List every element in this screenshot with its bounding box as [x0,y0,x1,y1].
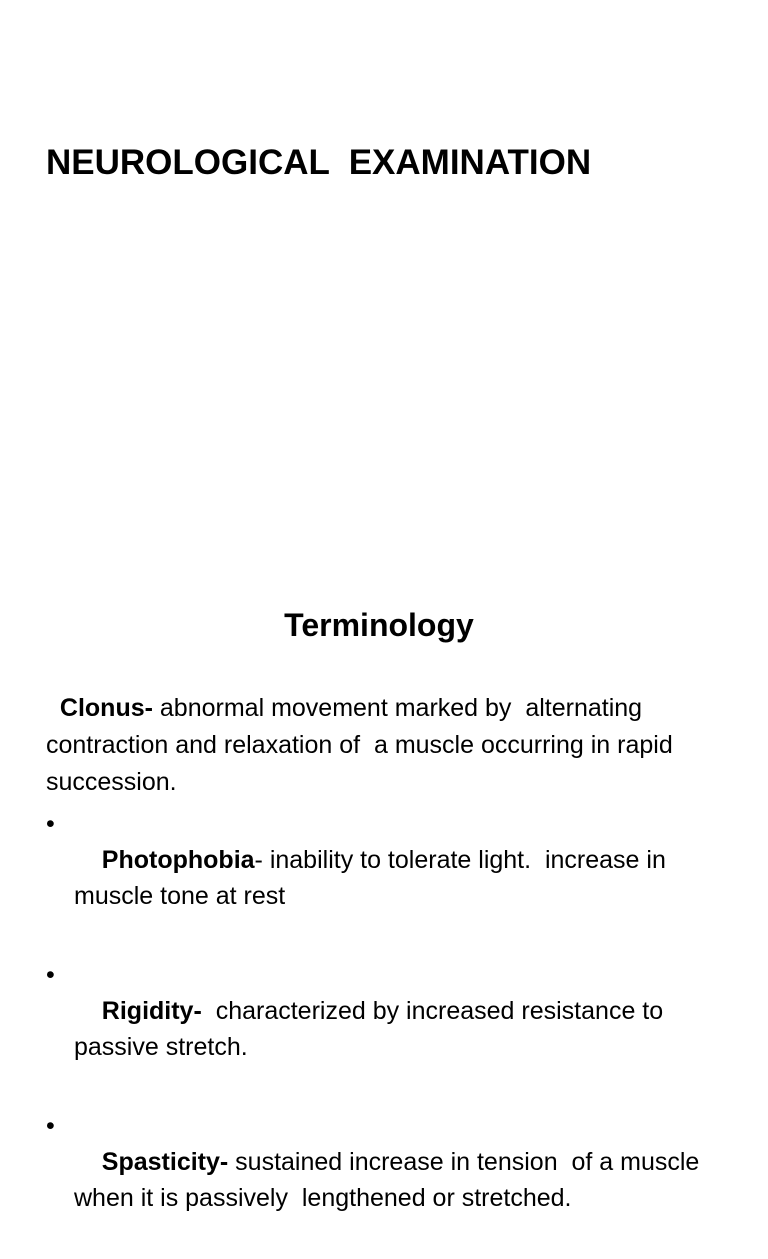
list-item-photophobia [46,806,736,950]
spasticity-text: sustained increase in tension of a muscle when it is passively lengthened or stretched. [74,1148,707,1212]
clonus-definition [46,690,726,801]
photophobia-text: - inability to tolerate light. increase in muscle tone at rest [74,846,673,910]
list-item-rigidity [46,957,736,1101]
rigidity-term: Rigidity- [101,997,202,1025]
terminology-list [46,806,736,1259]
bullet-icon: • [46,961,55,989]
slide-title: NEUROLOGICAL EXAMINATION [46,143,592,182]
rigidity-text: characterized by increased resistance to passive stretch. [74,997,671,1061]
list-item-spasticity [46,1108,736,1252]
bullet-icon: • [46,810,55,838]
photophobia-term: Photophobia [101,846,255,874]
clonus-term: Clonus- [59,694,153,722]
spasticity-term: Spasticity- [101,1148,229,1176]
bullet-icon: • [46,1112,55,1140]
clonus-text: abnormal movement marked by alternating contraction and relaxation of a muscle occurring in rapid succession. [46,694,680,796]
section-heading: Terminology [284,607,474,643]
